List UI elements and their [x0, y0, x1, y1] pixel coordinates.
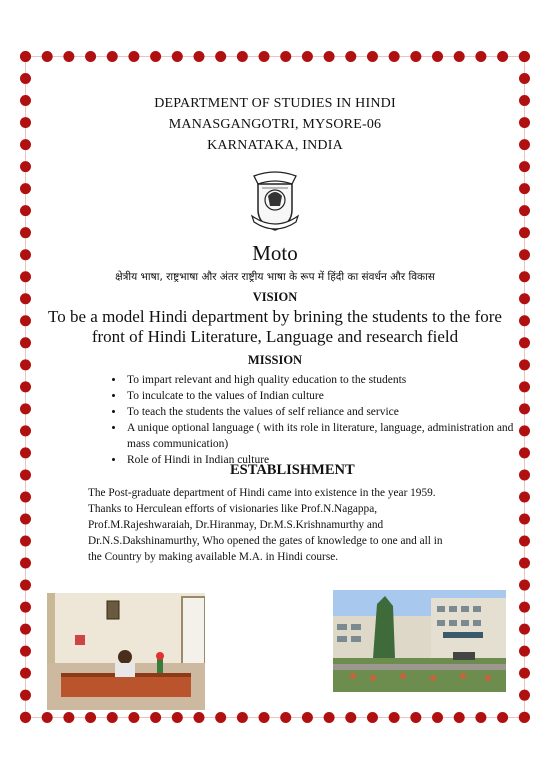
list-item: • A unique optional language ( with its role in literature, language, administration and mass communication) [125, 420, 515, 452]
establishment-text: The Post-graduate department of Hindi came into existence in the year 1959. Thanks to Herculean efforts of visionaries like Prof.N.Nagappa, Prof.M.Rajeshwaraiah, Dr.Hiranmay, Dr.M.S.Krishnamurthy and Dr.N.S.Dakshinamurthy, Who opened the gates of knowledge to one and all in the Country by making available M.A. in Hindi course. [88, 487, 443, 563]
office-photo [47, 593, 205, 710]
header-line-2: MANASGANGOTRI, MYSORE-06 [168, 117, 382, 132]
header-line-3: KARNATAKA, INDIA [207, 138, 343, 153]
vision-title: VISION [252, 290, 298, 304]
document-page [35, 93, 515, 565]
university-emblem-icon [240, 166, 310, 236]
vision-text: To be a model Hindi department by brining the students to the fore front of Hindi Literature, Language and research field [48, 307, 502, 346]
header [35, 93, 515, 156]
mission-list [35, 372, 515, 468]
list-item: • To impart relevant and high quality education to the students [125, 372, 515, 388]
header-line-1: DEPARTMENT OF STUDIES IN HINDI [154, 96, 396, 111]
building-photo [333, 590, 506, 692]
moto-title: Moto [252, 241, 298, 265]
list-item: • To inculcate to the values of Indian culture [125, 388, 515, 404]
establishment-title: ESTABLISHMENT [230, 462, 355, 478]
list-item: • To teach the students the values of self reliance and service [125, 404, 515, 420]
mission-title: MISSION [247, 353, 303, 367]
list-item: • Role of Hindi in Indian culture [125, 452, 515, 468]
moto-hindi-text: क्षेत्रीय भाषा, राष्ट्रभाषा और अंतर राष्ट्रीय भाषा के रूप में हिंदी का संवर्धन और विकास [115, 271, 435, 283]
